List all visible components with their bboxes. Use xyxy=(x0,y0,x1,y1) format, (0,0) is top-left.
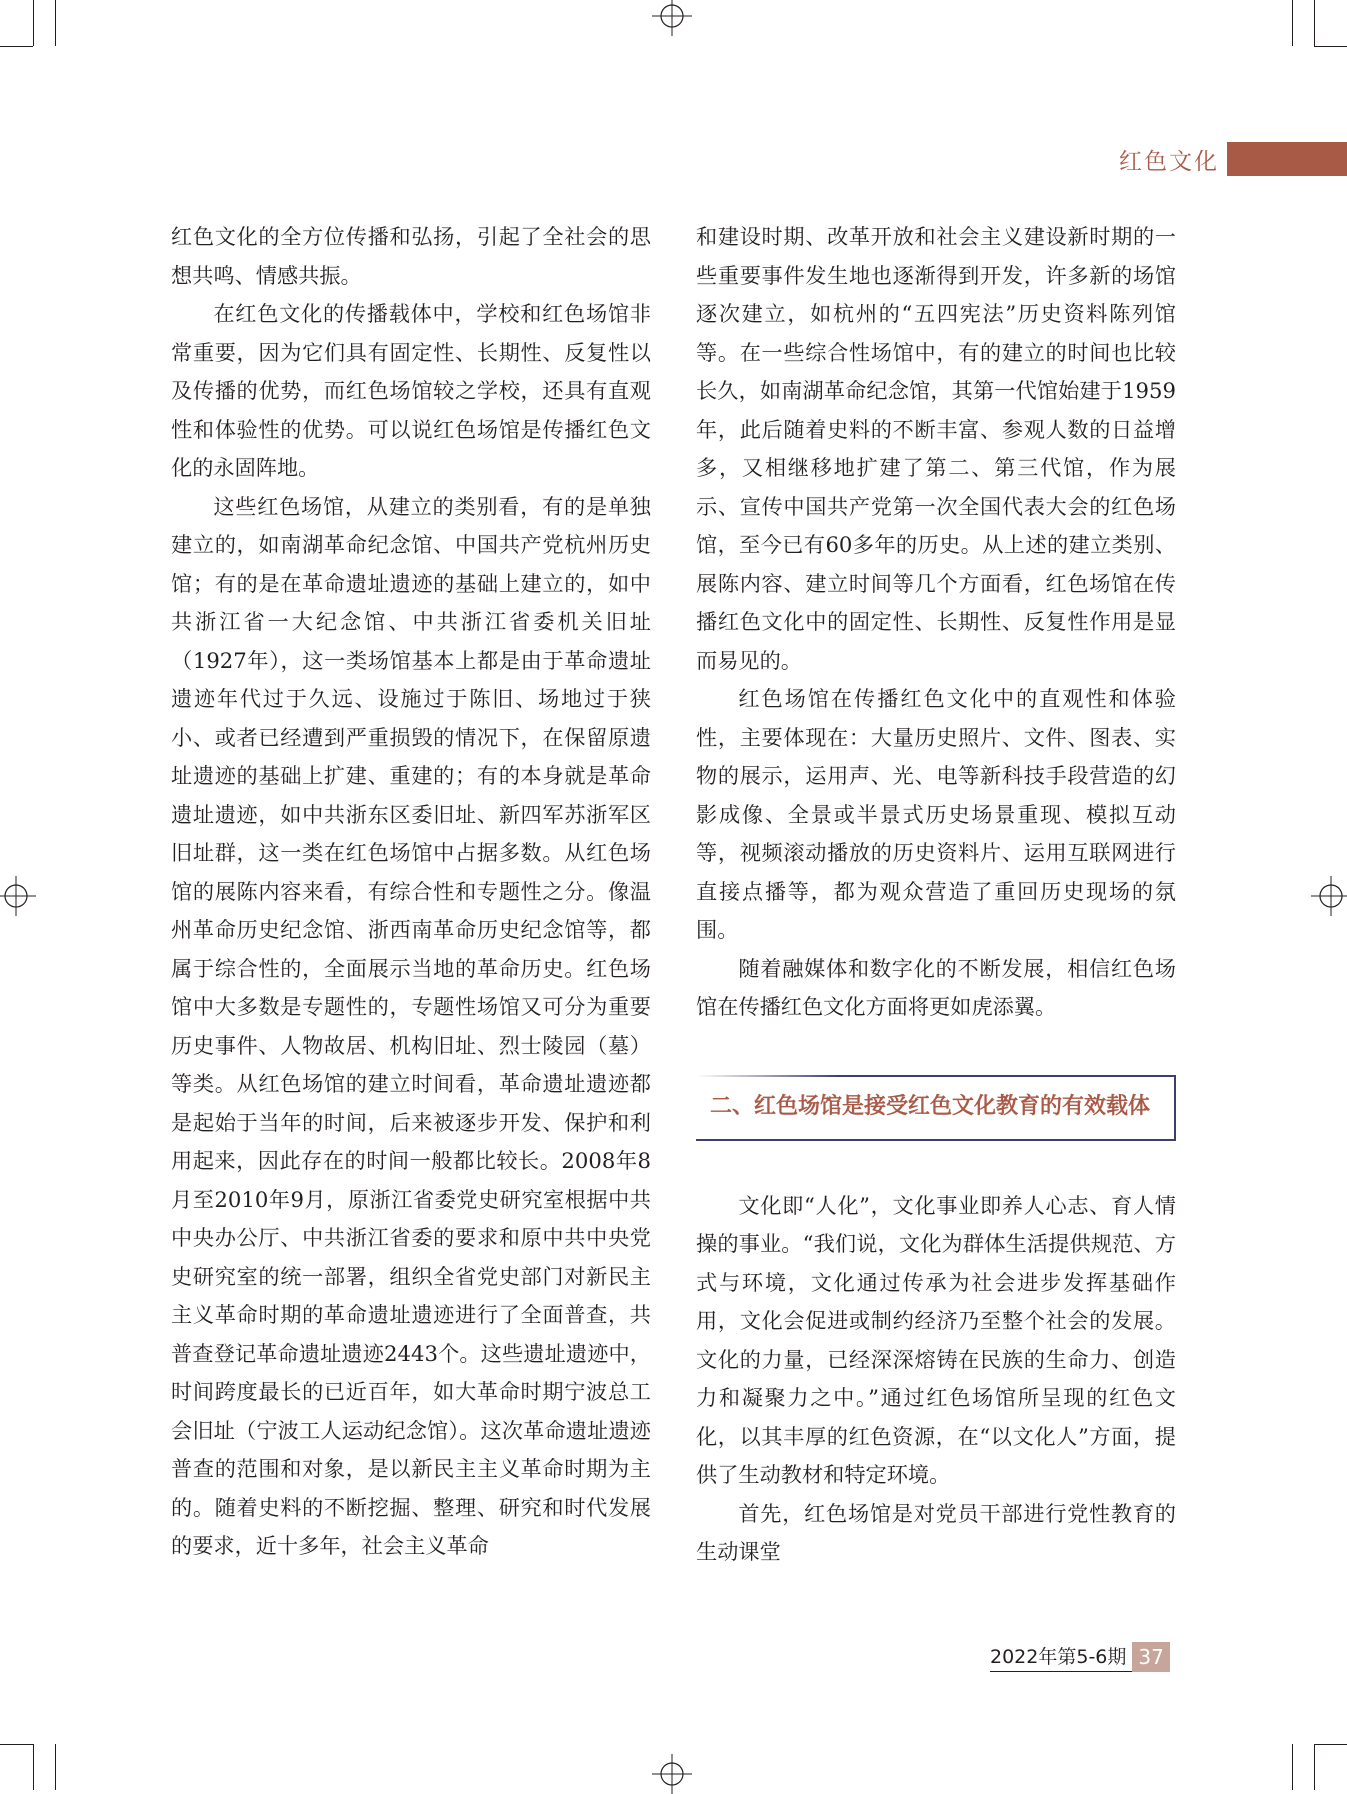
crop-mark xyxy=(0,1744,33,1745)
left-column xyxy=(171,218,651,1566)
registration-mark-icon xyxy=(652,0,692,36)
page-footer xyxy=(990,1642,1170,1672)
crop-mark xyxy=(1314,46,1347,47)
section-heading xyxy=(696,1075,1176,1141)
section-label: 红色文化 xyxy=(1119,148,1219,175)
crop-mark xyxy=(55,0,56,46)
paragraph: 这些红色场馆，从建立的类别看，有的是单独建立的，如南湖革命纪念馆、中国共产党杭州历史馆；有的是在革命遗址遗迹的基础上建立的，如中共浙江省一大纪念馆、中共浙江省委机关旧址（1927年），这一类场馆基本上都是由于革命遗址遗迹年代过于久远、设施过于陈旧、场地过于狭小、或者已经遭到严重损毁的情况下，在保留原遗址遗迹的基础上扩建、重建的；有的本身就是革命遗址遗迹，如中共浙东区委旧址、新四军苏浙军区旧址群，这一类在红色场馆中占据多数。从红色场馆的展陈内容来看，有综合性和专题性之分。像温州革命历史纪念馆、浙西南革命历史纪念馆等，都属于综合性的，全面展示当地的革命历史。红色场馆中大多数是专题性的，专题性场馆又可分为重要历史事件、人物故居、机构旧址、烈士陵园（墓）等类。从红色场馆的建立时间看，革命遗址遗迹都是起始于当年的时间，后来被逐步开发、保护和利用起来，因此存在的时间一般都比较长。2008年8月至2010年9月，原浙江省委党史研究室根据中共中央办公厅、中共浙江省委的要求和原中共中央党史研究室的统一部署，组织全省党史部门对新民主主义革命时期的革命遗址遗迹进行了全面普查，共普查登记革命遗址遗迹2443个。这些遗址遗迹中，时间跨度最长的已近百年，如大革命时期宁波总工会旧址（宁波工人运动纪念馆）。这次革命遗址遗迹普查的范围和对象，是以新民主主义革命时期为主的。随着史料的不断挖掘、整理、研究和时代发展的要求，近十多年，社会主义革命 xyxy=(171,493,651,1558)
paragraph: 红色场馆在传播红色文化中的直观性和体验性，主要体现在：大量历史照片、文件、图表、实物的展示，运用声、光、电等新科技手段营造的幻影成像、全景或半景式历史场景重现、模拟互动等，视频滚动播放的历史资料片、运用互联网进行直接点播等，都为观众营造了重回历史现场的氛围。 xyxy=(696,686,1176,942)
crop-mark xyxy=(1292,1744,1293,1790)
crop-mark xyxy=(33,1744,34,1790)
crop-mark xyxy=(1314,0,1315,46)
section-heading-number: 二、 xyxy=(710,1093,755,1119)
registration-mark-icon xyxy=(0,876,36,916)
issue-label: 2022年第5-6期 xyxy=(990,1642,1132,1672)
crop-mark xyxy=(0,46,33,47)
paragraph: 文化即“人化”，文化事业即养人心志、育人情操的事业。“我们说，文化为群体生活提供规范、方式与环境，文化通过传承为社会进步发挥基础作用，文化会促进或制约经济乃至整个社会的发展。文化的力量，已经深深熔铸在民族的生命力、创造力和凝聚力之中。”通过红色场馆所呈现的红色文化，以其丰厚的红色资源，在“以文化人”方面，提供了生动教材和特定环境。 xyxy=(696,1192,1176,1487)
paragraph: 和建设时期、改革开放和社会主义建设新时期的一些重要事件发生地也逐渐得到开发，许多新的场馆逐次建立，如杭州的“五四宪法”历史资料陈列馆等。在一些综合性场馆中，有的建立的时间也比较长久，如南湖革命纪念馆，其第一代馆始建于1959年，此后随着史料的不断丰富、参观人数的日益增多，又相继移地扩建了第二、第三代馆，作为展示、宣传中国共产党第一次全国代表大会的红色场馆，至今已有60多年的历史。从上述的建立类别、展陈内容、建立时间等几个方面看，红色场馆在传播红色文化中的固定性、长期性、反复性作用是显而易见的。 xyxy=(696,224,1176,673)
paragraph: 在红色文化的传播载体中，学校和红色场馆非常重要，因为它们具有固定性、长期性、反复性以及传播的优势，而红色场馆较之学校，还具有直观性和体验性的优势。可以说红色场馆是传播红色文化的永固阵地。 xyxy=(171,301,651,480)
paragraph: 随着融媒体和数字化的不断发展，相信红色场馆在传播红色文化方面将更如虎添翼。 xyxy=(696,955,1176,1019)
crop-mark xyxy=(1292,0,1293,46)
crop-mark xyxy=(33,0,34,46)
registration-mark-icon xyxy=(1311,876,1347,916)
section-header xyxy=(1091,142,1347,176)
section-color-bar xyxy=(1227,142,1347,176)
paragraph: 红色文化的全方位传播和弘扬，引起了全社会的思想共鸣、情感共振。 xyxy=(171,224,651,288)
registration-mark-icon xyxy=(652,1754,692,1794)
crop-mark xyxy=(1314,1744,1347,1745)
paragraph: 首先，红色场馆是对党员干部进行党性教育的生动课堂 xyxy=(696,1500,1176,1564)
crop-mark xyxy=(1314,1744,1315,1790)
page-number: 37 xyxy=(1132,1642,1169,1672)
section-heading-title: 红色场馆是接受红色文化教育的有效载体 xyxy=(754,1093,1151,1119)
crop-mark xyxy=(55,1744,56,1790)
right-column xyxy=(696,218,1176,1572)
